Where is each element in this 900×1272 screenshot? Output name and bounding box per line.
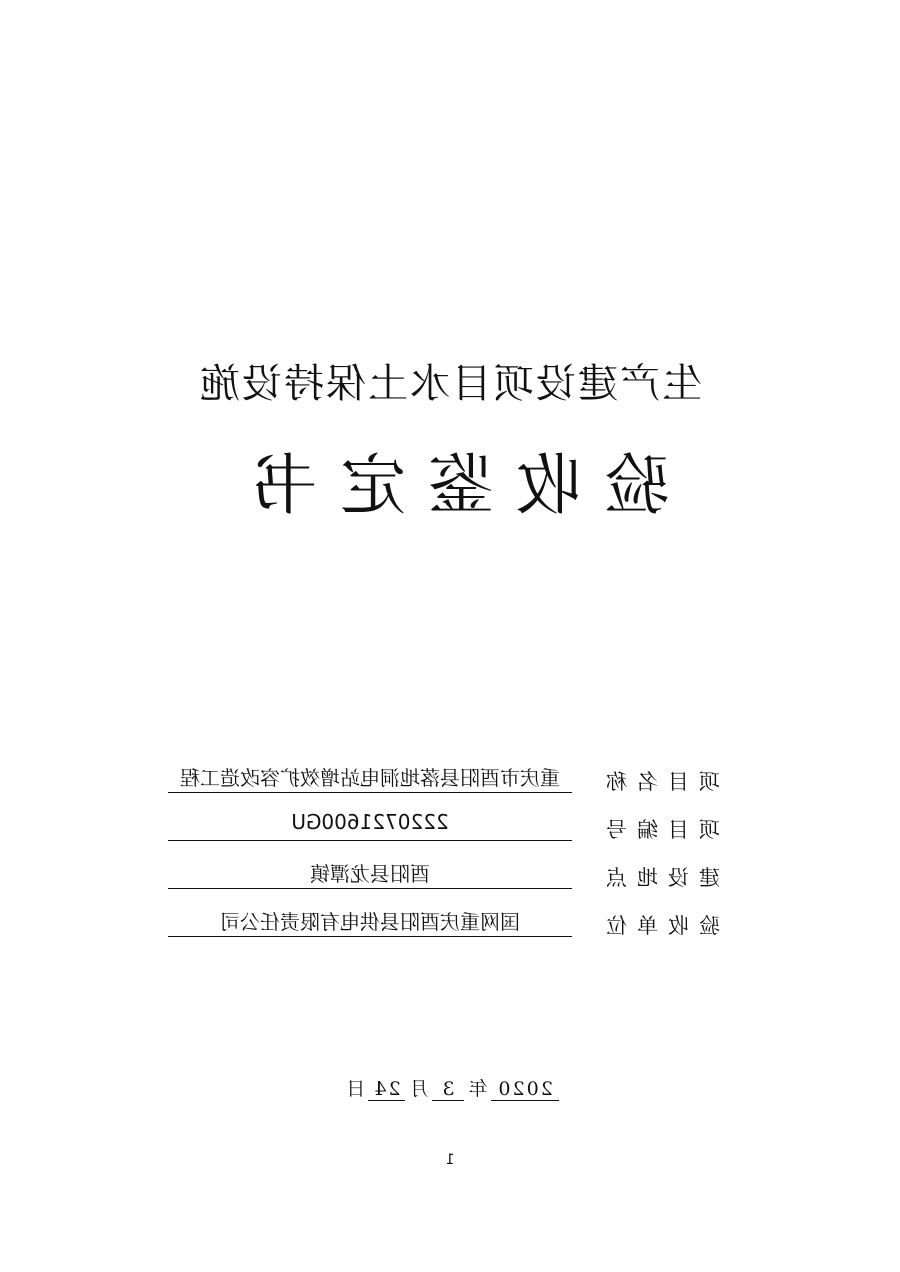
date-year: 2020: [491, 1078, 559, 1101]
info-row-location: [160, 856, 720, 892]
signing-date: [0, 1074, 900, 1101]
page-number: 1: [445, 1152, 455, 1168]
info-label: 项目名称: [596, 770, 720, 794]
date-day: 24: [368, 1078, 404, 1101]
date-month-suffix: 月: [407, 1078, 429, 1100]
document-title: 生产建设项目水土保持设施: [198, 361, 702, 407]
document-subtitle: 验收鉴定书: [230, 447, 670, 524]
date-year-suffix: 年: [466, 1078, 488, 1100]
info-value: 国网重庆酉阳县供电有限责任公司: [168, 906, 572, 937]
info-row-project-number: [160, 808, 720, 844]
info-label: 建设地点: [596, 866, 720, 890]
info-row-acceptance-unit: [160, 904, 720, 940]
info-value: 重庆市酉阳县落地洞电站增效扩容改造工程: [168, 762, 572, 793]
info-value: 酉阳县龙潭镇: [168, 858, 572, 889]
date-month: 3: [432, 1078, 464, 1101]
date-day-suffix: 日: [344, 1078, 366, 1100]
info-label: 验收单位: [596, 914, 720, 938]
info-value: 2220721600GU: [168, 810, 572, 841]
info-label: 项目编号: [596, 818, 720, 842]
info-row-project-name: [160, 760, 720, 796]
